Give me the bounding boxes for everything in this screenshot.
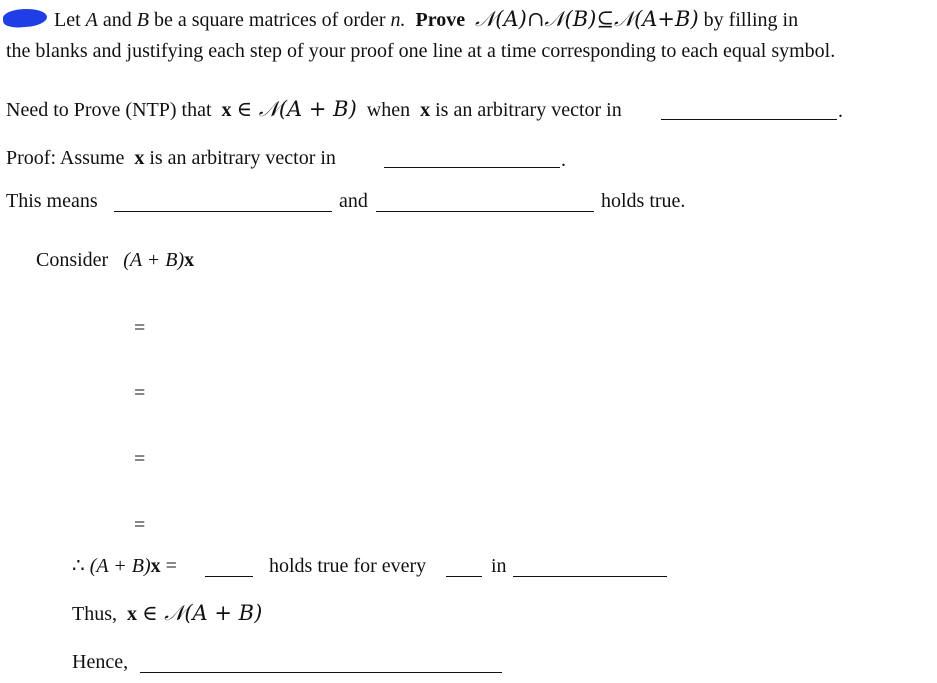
thus-line: [72, 603, 262, 624]
ntp-when: when: [366, 99, 411, 121]
consider-label: Consider: [36, 249, 109, 271]
equal-sign-3: =: [134, 448, 146, 470]
equal-sign-1: =: [134, 317, 146, 339]
proof-x: x: [134, 147, 145, 169]
thus-expr: ∈ 𝒩(A + B): [142, 601, 263, 625]
therefore-x: x: [150, 555, 161, 577]
proof-line: [6, 148, 336, 168]
means-blank-2[interactable]: [376, 211, 594, 212]
hence-label: Hence,: [72, 651, 129, 673]
ntp-x2: x: [420, 99, 431, 121]
means-and: and: [339, 190, 368, 212]
proof-period: .: [561, 149, 566, 171]
ntp-expr: ∈ 𝒩(A + B): [236, 97, 357, 121]
ntp-prefix: Need to Prove (NTP) that: [6, 99, 212, 121]
intro-let: Let: [54, 9, 81, 31]
consider-line: [36, 250, 194, 270]
intro-be-text: be a square matrices of order: [153, 9, 386, 31]
means-blank-1[interactable]: [114, 211, 332, 212]
therefore-expr: (A + B): [89, 555, 151, 577]
order-n: n.: [390, 9, 406, 31]
means-prefix: This means: [6, 190, 98, 212]
consider-x: x: [184, 249, 195, 271]
equal-sign-2: =: [134, 382, 146, 404]
therefore-blank-1[interactable]: [205, 576, 253, 577]
therefore-line: [72, 556, 177, 576]
statement-formula: 𝒩(A)∩𝒩(B)⊆𝒩(A+B): [475, 7, 699, 31]
proof-suffix: is an arbitrary vector in: [149, 147, 336, 169]
proof-blank[interactable]: [384, 167, 560, 168]
hence-blank[interactable]: [140, 672, 502, 673]
thus-label: Thus,: [72, 603, 117, 625]
proof-prefix: Proof: Assume: [6, 147, 125, 169]
intro-tail: by filling in: [703, 9, 799, 31]
thus-x: x: [127, 603, 137, 625]
ntp-line: [6, 99, 622, 120]
redaction-mark: [2, 7, 47, 28]
ntp-x: x: [221, 99, 232, 121]
therefore-in: in: [491, 555, 507, 577]
equal-sign-4: =: [134, 514, 146, 536]
prove-label: Prove: [415, 9, 466, 31]
therefore-blank-3[interactable]: [513, 576, 667, 577]
intro-line-2: the blanks and justifying each step of your proof one line at a time corresponding to each equal symbol.: [6, 40, 836, 62]
matrix-a: A: [85, 9, 98, 31]
ntp-period: .: [838, 100, 843, 122]
intro-and: and: [102, 9, 132, 31]
matrix-b: B: [136, 9, 149, 31]
ntp-suffix: is an arbitrary vector in: [435, 99, 622, 121]
therefore-eq: =: [165, 555, 177, 577]
therefore-blank-2[interactable]: [446, 576, 482, 577]
therefore-symbol: ∴: [72, 555, 85, 577]
ntp-blank[interactable]: [661, 119, 837, 120]
consider-expr: (A + B): [123, 249, 185, 271]
intro-line-1: [54, 9, 798, 30]
therefore-text: holds true for every: [269, 555, 427, 577]
means-suffix: holds true.: [601, 190, 686, 212]
